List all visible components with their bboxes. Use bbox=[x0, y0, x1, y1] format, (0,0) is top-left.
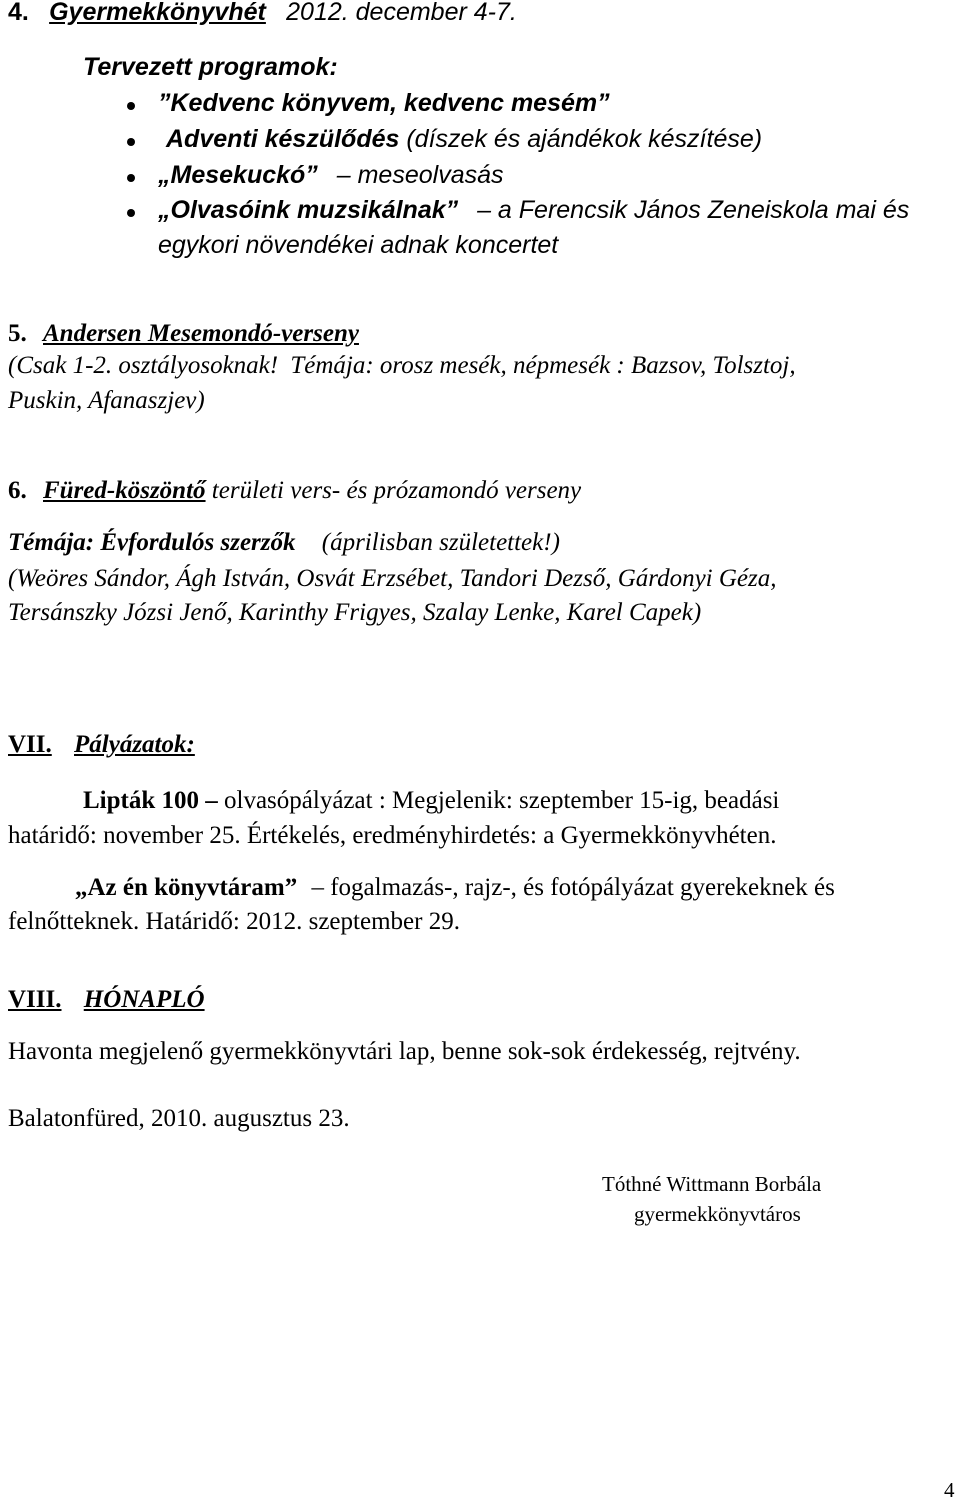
page-number: 4 bbox=[944, 1478, 955, 1502]
item4-title: Gyermekkönyvhét bbox=[49, 0, 266, 26]
program-item: „Olvasóink muzsikálnak” – a Ferencsik János Zeneiskola mai és bbox=[158, 196, 910, 224]
section7-p1-line1: Lipták 100 – olvasópályázat : Megjelenik: szeptember 15-ig, beadási bbox=[83, 787, 780, 814]
program-item: Adventi készülődés (díszek és ajándékok készítése) bbox=[166, 125, 763, 153]
item5-number: 5. bbox=[8, 320, 27, 347]
item5-title: Andersen Mesemondó-verseny bbox=[43, 320, 359, 347]
item5-heading bbox=[8, 318, 359, 350]
section7-p2-line2: felnőtteknek. Határidő: 2012. szeptember 29. bbox=[8, 908, 460, 935]
section7-title: Pályázatok: bbox=[74, 731, 195, 758]
item6-subtitle: területi vers- és prózamondó verseny bbox=[211, 477, 582, 504]
program-item: ”Kedvenc könyvem, kedvenc mesém” bbox=[158, 89, 610, 117]
section8-text: Havonta megjelenő gyermekkönyvtári lap, benne sok-sok érdekesség, rejtvény. bbox=[8, 1038, 801, 1065]
item6-heading bbox=[8, 475, 581, 507]
programs-label: Tervezett programok: bbox=[83, 53, 338, 81]
item4-number: 4. bbox=[8, 0, 29, 26]
item6-theme: Témája: Évfordulós szerzők (áprilisban születettek!) bbox=[8, 529, 560, 556]
item6-title: Füred-köszöntő bbox=[43, 477, 206, 504]
signature-role: gyermekkönyvtáros bbox=[634, 1202, 801, 1226]
section8-heading bbox=[8, 984, 205, 1016]
program-item-continuation: egykori növendékei adnak koncertet bbox=[158, 231, 559, 259]
item4-heading bbox=[8, 0, 517, 29]
item6-authors-line2: Tersánszky Józsi Jenő, Karinthy Frigyes, Szalay Lenke, Karel Capek) bbox=[8, 599, 702, 626]
section8-title: HÓNAPLÓ bbox=[83, 986, 205, 1013]
signature-name: Tóthné Wittmann Borbála bbox=[602, 1172, 822, 1196]
item5-line1: (Csak 1-2. osztályosoknak! Témája: orosz mesék, népmesék : Bazsov, Tolsztoj, bbox=[8, 352, 796, 379]
section7-p1-line2: határidő: november 25. Értékelés, eredményhirdetés: a Gyermekkönyvhéten. bbox=[8, 822, 777, 849]
item6-authors-line1: (Weöres Sándor, Ágh István, Osvát Erzsébet, Tandori Dezső, Gárdonyi Géza, bbox=[8, 565, 777, 592]
place-date: Balatonfüred, 2010. augusztus 23. bbox=[8, 1105, 350, 1132]
bullet-icon bbox=[127, 138, 135, 146]
section7-p2-line1: „Az én könyvtáram” – fogalmazás-, rajz-, és fotópályázat gyerekeknek és bbox=[75, 874, 835, 901]
bullet-icon bbox=[127, 209, 135, 217]
item6-number: 6. bbox=[8, 477, 27, 504]
bullet-icon bbox=[127, 174, 135, 182]
program-item: „Mesekuckó” – meseolvasás bbox=[158, 161, 504, 189]
section7-numeral: VII. bbox=[8, 731, 52, 758]
item5-line2: Puskin, Afanaszjev) bbox=[8, 387, 205, 414]
bullet-icon bbox=[127, 102, 135, 110]
section8-numeral: VIII. bbox=[8, 986, 62, 1013]
item4-date: 2012. december 4-7. bbox=[286, 0, 517, 26]
section7-heading bbox=[8, 729, 195, 761]
